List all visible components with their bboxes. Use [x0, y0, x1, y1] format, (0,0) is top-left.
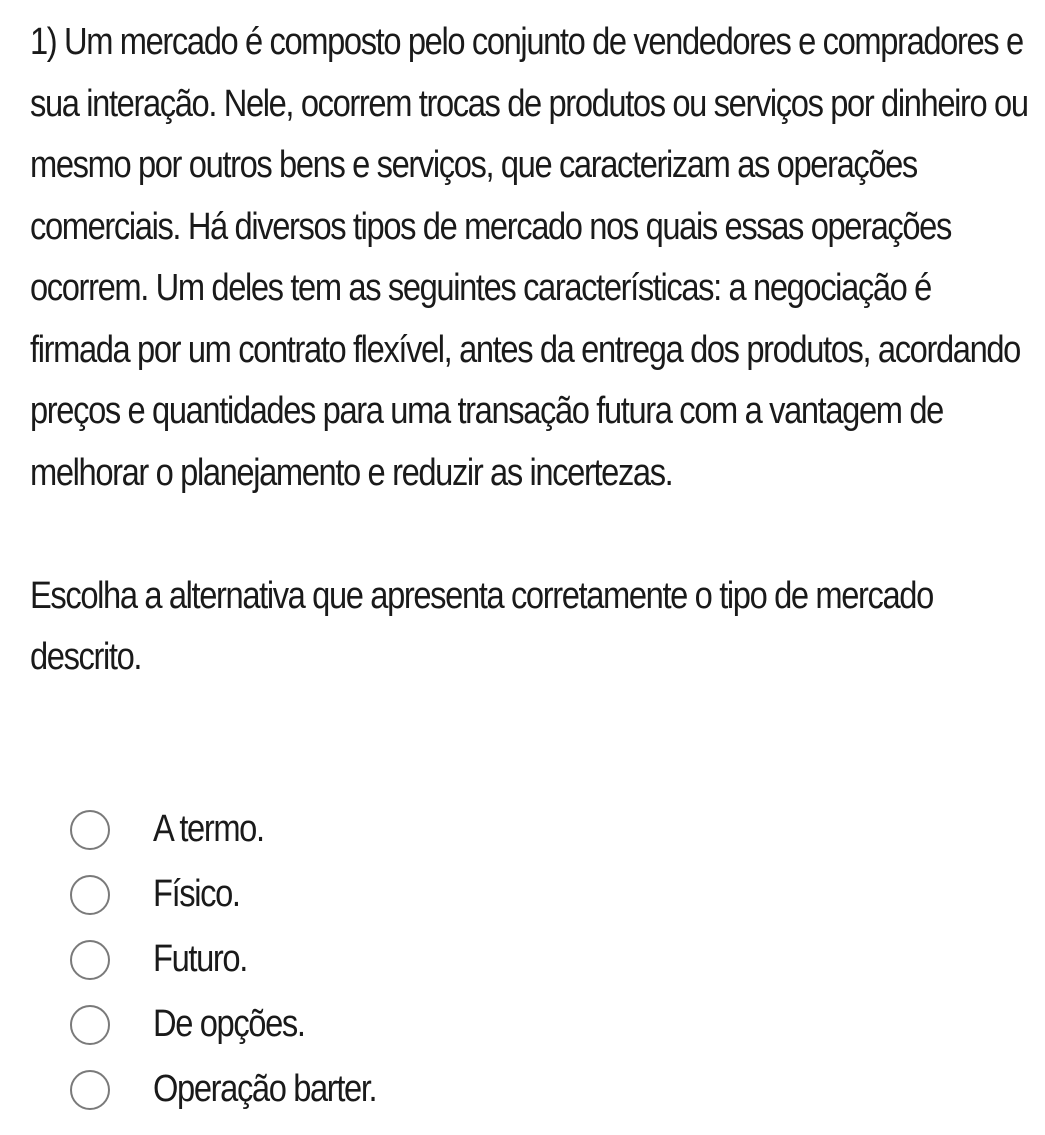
question-prompt: Escolha a alternativa que apresenta corretamente o tipo de mercado descrito. — [30, 574, 933, 678]
option-c[interactable] — [70, 927, 413, 992]
option-d[interactable] — [70, 992, 413, 1057]
option-a[interactable] — [70, 797, 413, 862]
question-block — [30, 12, 1036, 689]
answer-options — [70, 797, 413, 1122]
radio-button-icon[interactable] — [70, 940, 110, 980]
option-e[interactable] — [70, 1057, 413, 1122]
radio-button-icon[interactable] — [70, 1005, 110, 1045]
radio-button-icon[interactable] — [70, 810, 110, 850]
option-b[interactable] — [70, 862, 413, 927]
option-label: De opções. — [153, 1003, 305, 1045]
option-label: Físico. — [153, 873, 240, 915]
option-label: A termo. — [153, 808, 264, 850]
option-label: Operação barter. — [153, 1068, 377, 1110]
radio-button-icon[interactable] — [70, 1070, 110, 1110]
question-stem: 1) Um mercado é composto pelo conjunto de vendedores e compradores e sua interação. Nele, ocorrem trocas de produtos ou serviços por dinheiro ou mesmo por outros bens e serviços, que caracterizam as operações comerciais. Há diversos tipos de mercado nos quais essas operações ocorrem. Um deles tem as seguintes características: a negociação é firmada por um contrato flexível, antes da entrega dos produtos, acordando preços e quantidades para uma transação futura com a vantagem de melhorar o planejamento e reduzir as incertezas. — [30, 21, 1028, 494]
radio-button-icon[interactable] — [70, 875, 110, 915]
option-label: Futuro. — [153, 938, 247, 980]
